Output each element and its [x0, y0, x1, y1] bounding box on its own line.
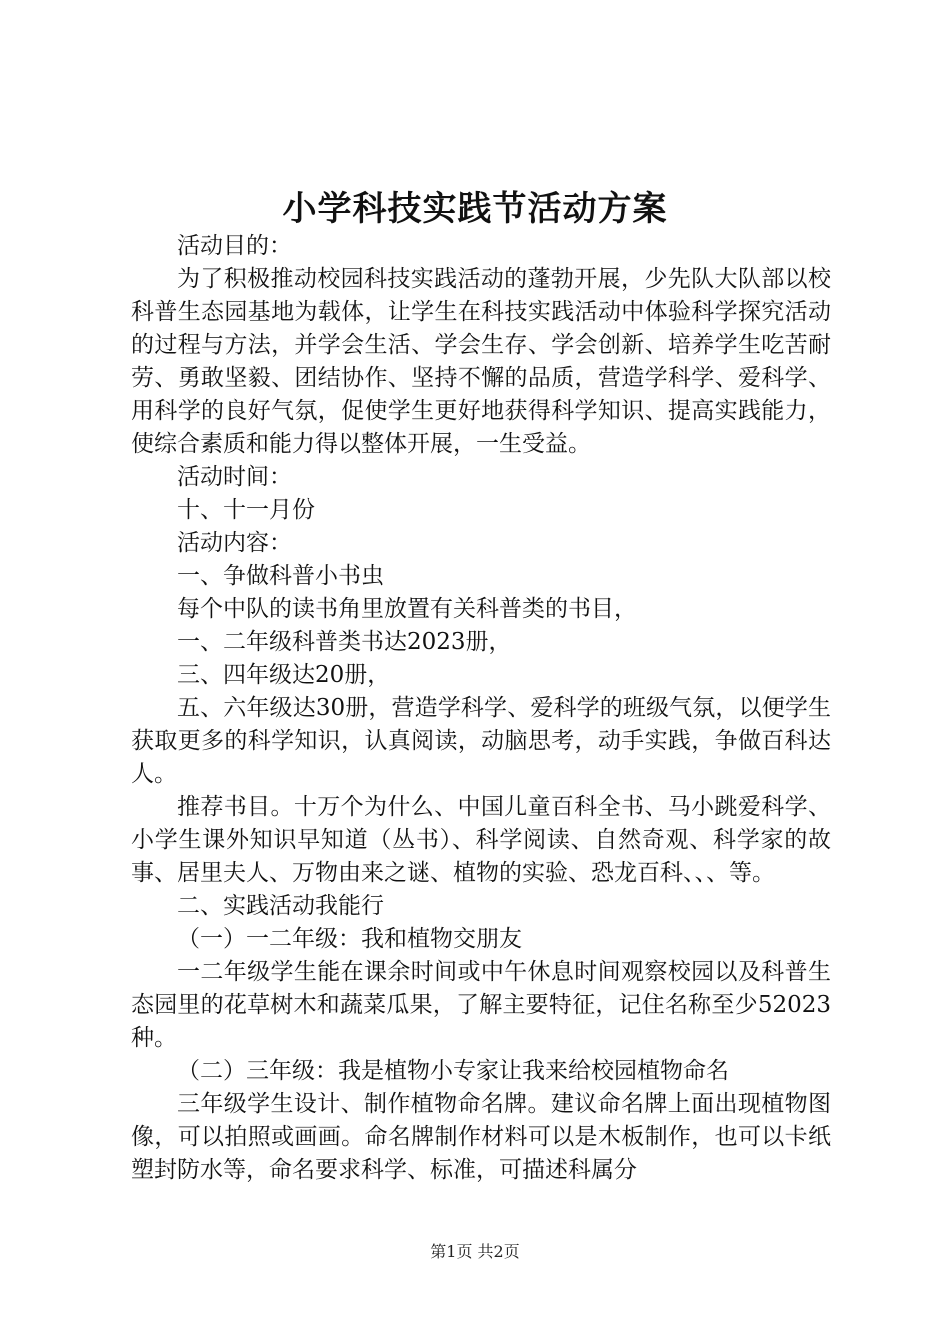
paragraph: 二、实践活动我能行	[177, 893, 384, 919]
paragraph: （二）三年级：我是植物小专家让我来给校园植物命名	[177, 1058, 729, 1084]
paragraph: （一）一二年级：我和植物交朋友	[177, 926, 522, 952]
paragraph: 为了积极推动校园科技实践活动的蓬勃开展，少先队大队部以校科普生态园基地为载体，让学生在科技实践活动中体验科学探究活动的过程与方法，并学会生活、学会生存、学会创新、培养学生吃苦耐劳、勇敢坚毅、团结协作、坚持不懈的品质，营造学科学、爱科学、用科学的良好气氛，促使学生更好地获得科学知识、提高实践能力，使综合素质和能力得以整体开展，一生受益。	[131, 266, 831, 457]
document-title: 小学科技实践节活动方案	[282, 189, 668, 229]
paragraph: 三、四年级达20册，	[177, 662, 391, 688]
paragraph: 五、六年级达30册，营造学科学、爱科学的班级气氛，以便学生获取更多的科学知识，认真阅读，动脑思考，动手实践，争做百科达人。	[131, 695, 831, 787]
paragraph: 三年级学生设计、制作植物命名牌。建议命名牌上面出现植物图像，可以拍照或画画。命名牌制作材料可以是木板制作，也可以卡纸塑封防水等，命名要求科学、标准，可描述科属分	[131, 1091, 831, 1183]
paragraph: 活动时间：	[177, 464, 292, 490]
document-body	[131, 230, 831, 1187]
paragraph: 一、二年级科普类书达2023册，	[177, 629, 512, 655]
page-footer: 第1页 共2页	[430, 1242, 520, 1261]
paragraph: 活动目的：	[177, 233, 292, 259]
paragraph: 活动内容：	[177, 530, 292, 556]
paragraph: 推荐书目。十万个为什么、中国儿童百科全书、马小跳爱科学、小学生课外知识早知道（丛书）、科学阅读、自然奇观、科学家的故事、居里夫人、万物由来之谜、植物的实验、恐龙百科、、、等。	[131, 794, 831, 886]
paragraph: 一二年级学生能在课余时间或中午休息时间观察校园以及科普生态园里的花草树木和蔬菜瓜果，了解主要特征，记住名称至少52023种。	[131, 959, 831, 1051]
paragraph: 十、十一月份	[177, 497, 315, 523]
paragraph: 一、争做科普小书虫	[177, 563, 384, 589]
paragraph: 每个中队的读书角里放置有关科普类的书目，	[177, 596, 637, 622]
